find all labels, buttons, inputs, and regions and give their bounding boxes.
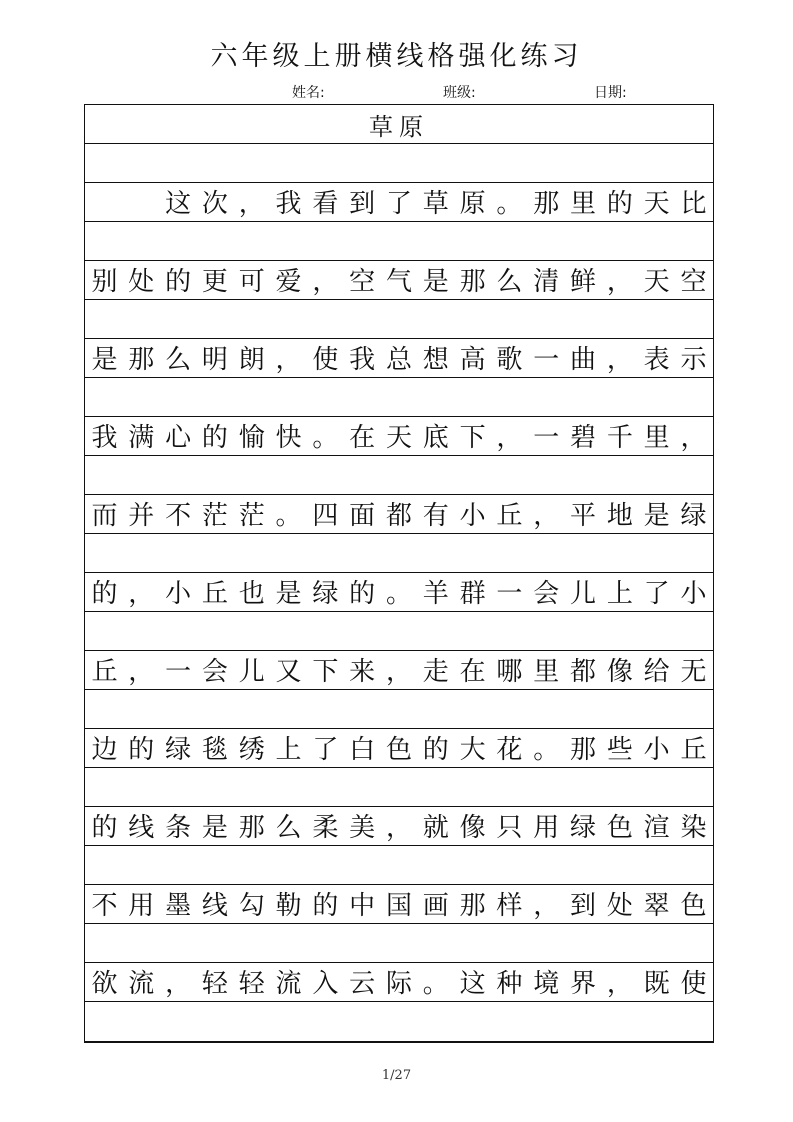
character: 勒 bbox=[275, 891, 302, 921]
character: ， bbox=[496, 423, 523, 453]
character: 羊 bbox=[422, 579, 449, 609]
character: 愉 bbox=[238, 423, 265, 453]
character: 欲 bbox=[91, 969, 118, 999]
character: 到 bbox=[349, 189, 376, 219]
character: 的 bbox=[128, 735, 155, 765]
character: 勾 bbox=[238, 891, 265, 921]
character: 天 bbox=[643, 267, 670, 297]
character: 那 bbox=[459, 891, 486, 921]
character: 花 bbox=[496, 735, 523, 765]
character: 些 bbox=[606, 735, 633, 765]
character: 国 bbox=[385, 891, 412, 921]
character: 。 bbox=[533, 735, 560, 765]
character: ， bbox=[606, 345, 633, 375]
character: 丘 bbox=[91, 657, 118, 687]
character: 条 bbox=[165, 813, 192, 843]
character: 平 bbox=[570, 501, 597, 531]
character: 墨 bbox=[165, 891, 192, 921]
character: 绿 bbox=[312, 579, 339, 609]
character: 了 bbox=[385, 189, 412, 219]
blank-writing-line bbox=[85, 846, 713, 885]
character: ， bbox=[680, 423, 707, 453]
character: 染 bbox=[680, 813, 707, 843]
text-line bbox=[85, 339, 713, 378]
character: 高 bbox=[459, 345, 486, 375]
text-line bbox=[85, 573, 713, 612]
text-line bbox=[85, 183, 713, 222]
character: 使 bbox=[680, 969, 707, 999]
character: 境 bbox=[533, 969, 560, 999]
character: 别 bbox=[91, 267, 118, 297]
character: 给 bbox=[643, 657, 670, 687]
character: 可 bbox=[238, 267, 265, 297]
character: 总 bbox=[385, 345, 412, 375]
character: 无 bbox=[680, 657, 707, 687]
character: 一 bbox=[533, 345, 560, 375]
character: 会 bbox=[533, 579, 560, 609]
character: 空 bbox=[680, 267, 707, 297]
character: 中 bbox=[349, 891, 376, 921]
character: ， bbox=[385, 657, 412, 687]
character: 柔 bbox=[312, 813, 339, 843]
character: 群 bbox=[459, 579, 486, 609]
character: ， bbox=[238, 189, 265, 219]
character: 白 bbox=[349, 735, 376, 765]
character: 朗 bbox=[238, 345, 265, 375]
character: 的 bbox=[312, 891, 339, 921]
character: 气 bbox=[385, 267, 412, 297]
character: 我 bbox=[91, 423, 118, 453]
character: 小 bbox=[643, 735, 670, 765]
character: 界 bbox=[570, 969, 597, 999]
blank-writing-line bbox=[85, 300, 713, 339]
character: 轻 bbox=[238, 969, 265, 999]
character: 画 bbox=[422, 891, 449, 921]
character: 色 bbox=[385, 735, 412, 765]
character: 绿 bbox=[165, 735, 192, 765]
character: 丘 bbox=[680, 735, 707, 765]
character: 的 bbox=[606, 189, 633, 219]
character: 不 bbox=[165, 501, 192, 531]
character: 的 bbox=[201, 423, 228, 453]
character: 小 bbox=[165, 579, 192, 609]
character: 的 bbox=[422, 735, 449, 765]
blank-writing-line bbox=[85, 534, 713, 573]
character: 既 bbox=[643, 969, 670, 999]
character: 。 bbox=[496, 189, 523, 219]
character: 流 bbox=[128, 969, 155, 999]
character: 曲 bbox=[570, 345, 597, 375]
character: 我 bbox=[349, 345, 376, 375]
text-line bbox=[85, 963, 713, 1002]
character: 那 bbox=[533, 189, 560, 219]
character: 空 bbox=[349, 267, 376, 297]
character: 渲 bbox=[643, 813, 670, 843]
character: 小 bbox=[459, 501, 486, 531]
character: 毯 bbox=[201, 735, 228, 765]
page-number: 1/27 bbox=[381, 1068, 412, 1083]
character: 快 bbox=[275, 423, 302, 453]
blank-writing-line bbox=[85, 924, 713, 963]
character: 的 bbox=[165, 267, 192, 297]
character: 在 bbox=[349, 423, 376, 453]
blank-writing-line bbox=[85, 1002, 713, 1041]
character: 到 bbox=[570, 891, 597, 921]
character: 一 bbox=[496, 579, 523, 609]
character: 入 bbox=[312, 969, 339, 999]
text-line bbox=[85, 885, 713, 924]
lined-writing-grid bbox=[84, 104, 714, 1043]
character: 满 bbox=[128, 423, 155, 453]
character: 线 bbox=[201, 891, 228, 921]
character: 而 bbox=[91, 501, 118, 531]
character: 地 bbox=[606, 501, 633, 531]
character: 流 bbox=[275, 969, 302, 999]
character: 用 bbox=[128, 891, 155, 921]
character: 的 bbox=[91, 813, 118, 843]
character: ， bbox=[606, 267, 633, 297]
character: 就 bbox=[422, 813, 449, 843]
character: 那 bbox=[459, 267, 486, 297]
character: 千 bbox=[606, 423, 633, 453]
character: 示 bbox=[680, 345, 707, 375]
blank-writing-line bbox=[85, 144, 713, 183]
text-line bbox=[85, 729, 713, 768]
character: 了 bbox=[643, 579, 670, 609]
character: 是 bbox=[643, 501, 670, 531]
class-field-label: 班级: bbox=[443, 85, 476, 101]
character: 翠 bbox=[643, 891, 670, 921]
character: ， bbox=[533, 891, 560, 921]
character: 像 bbox=[459, 813, 486, 843]
blank-writing-line bbox=[85, 222, 713, 261]
character: 更 bbox=[201, 267, 228, 297]
character: 四 bbox=[312, 501, 339, 531]
character: 使 bbox=[312, 345, 339, 375]
character: 绣 bbox=[238, 735, 265, 765]
character: 线 bbox=[128, 813, 155, 843]
character: 是 bbox=[422, 267, 449, 297]
blank-writing-line bbox=[85, 456, 713, 495]
character: 了 bbox=[312, 735, 339, 765]
character: 鲜 bbox=[570, 267, 597, 297]
text-line bbox=[85, 417, 713, 456]
character: 边 bbox=[91, 735, 118, 765]
character: 际 bbox=[385, 969, 412, 999]
character: 天 bbox=[385, 423, 412, 453]
character: ， bbox=[275, 345, 302, 375]
character: 上 bbox=[606, 579, 633, 609]
character: 里 bbox=[533, 657, 560, 687]
character: 不 bbox=[91, 891, 118, 921]
character: 大 bbox=[459, 735, 486, 765]
character: ， bbox=[533, 501, 560, 531]
character: 想 bbox=[422, 345, 449, 375]
character: 歌 bbox=[496, 345, 523, 375]
character bbox=[87, 187, 122, 221]
character: 儿 bbox=[238, 657, 265, 687]
character: ， bbox=[385, 813, 412, 843]
essay-title: 草原 bbox=[85, 105, 713, 144]
character: 小 bbox=[680, 579, 707, 609]
character: 么 bbox=[496, 267, 523, 297]
text-line bbox=[85, 261, 713, 300]
character: 草 bbox=[422, 189, 449, 219]
character: 云 bbox=[349, 969, 376, 999]
character: 丘 bbox=[201, 579, 228, 609]
date-field-label: 日期: bbox=[594, 85, 627, 101]
text-line bbox=[85, 495, 713, 534]
character: 次 bbox=[201, 189, 228, 219]
character: 心 bbox=[165, 423, 192, 453]
character: 并 bbox=[128, 501, 155, 531]
character: ， bbox=[165, 969, 192, 999]
character: 一 bbox=[165, 657, 192, 687]
character: 又 bbox=[275, 657, 302, 687]
character: 碧 bbox=[570, 423, 597, 453]
character: 种 bbox=[496, 969, 523, 999]
character: 比 bbox=[680, 189, 707, 219]
character: 绿 bbox=[570, 813, 597, 843]
character: 那 bbox=[570, 735, 597, 765]
character: 里 bbox=[570, 189, 597, 219]
character: ， bbox=[312, 267, 339, 297]
blank-writing-line bbox=[85, 690, 713, 729]
character: 面 bbox=[349, 501, 376, 531]
character: 下 bbox=[459, 423, 486, 453]
character: 的 bbox=[349, 579, 376, 609]
character: 哪 bbox=[496, 657, 523, 687]
character: 是 bbox=[91, 345, 118, 375]
character: 茫 bbox=[201, 501, 228, 531]
character: 看 bbox=[312, 189, 339, 219]
character: 爱 bbox=[275, 267, 302, 297]
character: 在 bbox=[459, 657, 486, 687]
character: 是 bbox=[275, 579, 302, 609]
character: 么 bbox=[165, 345, 192, 375]
character: 来 bbox=[349, 657, 376, 687]
character: 绿 bbox=[680, 501, 707, 531]
character: 原 bbox=[459, 189, 486, 219]
character: 都 bbox=[570, 657, 597, 687]
character: 里 bbox=[643, 423, 670, 453]
character: 会 bbox=[201, 657, 228, 687]
page-title: 六年级上册横线格强化练习 bbox=[210, 41, 583, 72]
character: 轻 bbox=[201, 969, 228, 999]
character: 上 bbox=[275, 735, 302, 765]
character: 处 bbox=[128, 267, 155, 297]
character: 那 bbox=[238, 813, 265, 843]
character: 样 bbox=[496, 891, 523, 921]
character: 这 bbox=[459, 969, 486, 999]
character: 也 bbox=[238, 579, 265, 609]
character: 么 bbox=[275, 813, 302, 843]
character: 只 bbox=[496, 813, 523, 843]
character: 色 bbox=[680, 891, 707, 921]
character: 那 bbox=[128, 345, 155, 375]
character: 清 bbox=[533, 267, 560, 297]
text-line bbox=[85, 807, 713, 846]
character: 表 bbox=[643, 345, 670, 375]
character: 。 bbox=[312, 423, 339, 453]
blank-writing-line bbox=[85, 612, 713, 651]
character: ， bbox=[128, 579, 155, 609]
name-field-label: 姓名: bbox=[292, 85, 325, 101]
character: 的 bbox=[91, 579, 118, 609]
character: 这 bbox=[165, 189, 192, 219]
character: 明 bbox=[201, 345, 228, 375]
character: 有 bbox=[422, 501, 449, 531]
character: 像 bbox=[606, 657, 633, 687]
character: 一 bbox=[533, 423, 560, 453]
character: 。 bbox=[275, 501, 302, 531]
character bbox=[124, 187, 159, 221]
character: ， bbox=[606, 969, 633, 999]
character: 底 bbox=[422, 423, 449, 453]
character: 都 bbox=[385, 501, 412, 531]
character: 。 bbox=[422, 969, 449, 999]
character: 走 bbox=[422, 657, 449, 687]
text-line bbox=[85, 651, 713, 690]
character: 处 bbox=[606, 891, 633, 921]
character: 美 bbox=[349, 813, 376, 843]
character: 用 bbox=[533, 813, 560, 843]
character: 下 bbox=[312, 657, 339, 687]
character: 茫 bbox=[238, 501, 265, 531]
character: 我 bbox=[275, 189, 302, 219]
character: 色 bbox=[606, 813, 633, 843]
character: ， bbox=[128, 657, 155, 687]
character: 是 bbox=[201, 813, 228, 843]
blank-writing-line bbox=[85, 768, 713, 807]
character: 丘 bbox=[496, 501, 523, 531]
character: 。 bbox=[385, 579, 412, 609]
blank-writing-line bbox=[85, 378, 713, 417]
character: 儿 bbox=[570, 579, 597, 609]
character: 天 bbox=[643, 189, 670, 219]
